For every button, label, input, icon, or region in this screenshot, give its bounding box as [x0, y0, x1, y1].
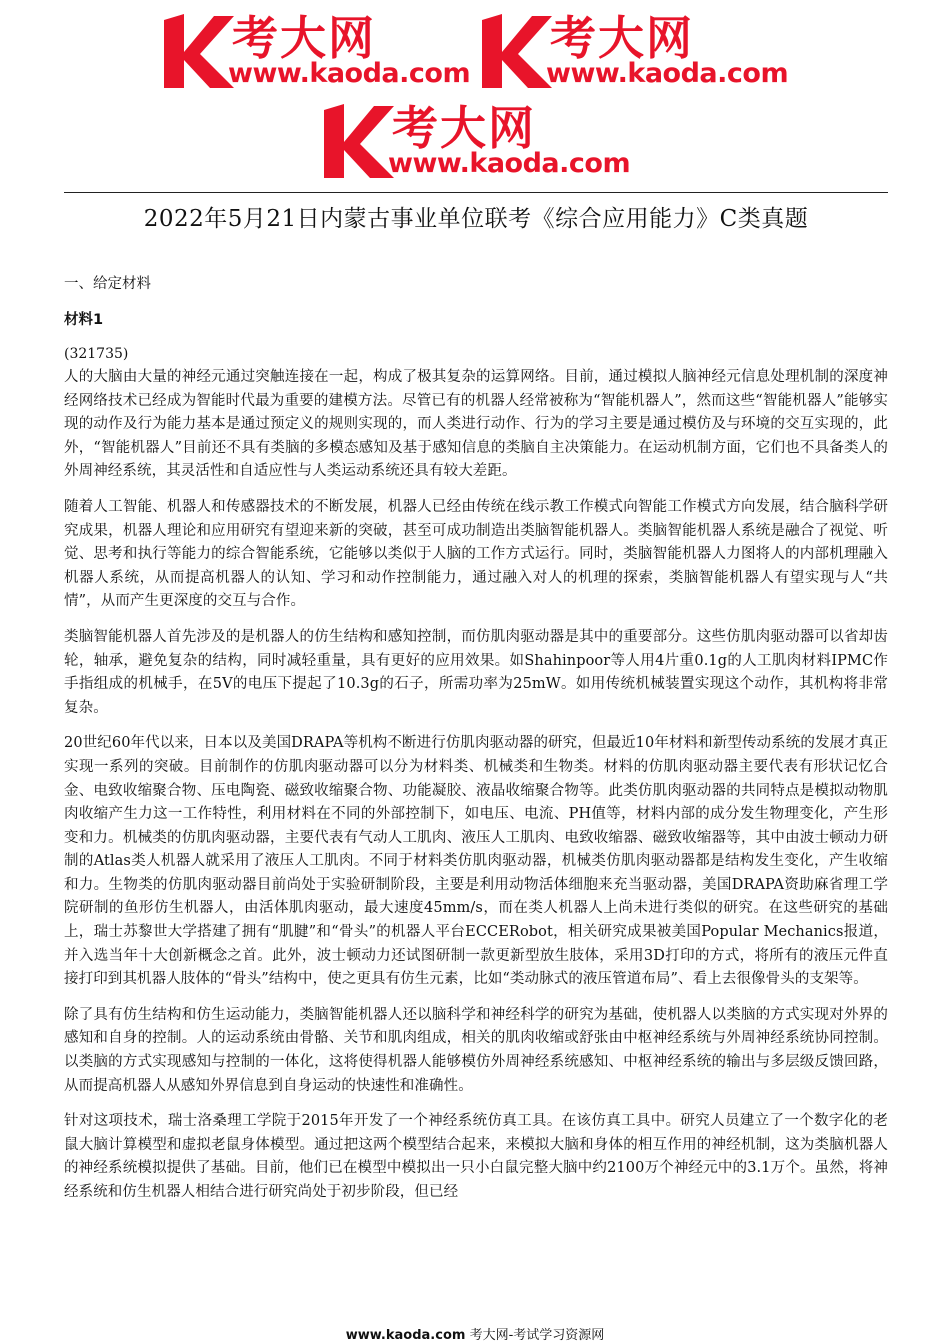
paragraph: 随着人工智能、机器人和传感器技术的不断发展，机器人已经由传统在线示教工作模式向智能工作模式方向发展，结合脑科学研究成果，机器人理论和应用研究有望迎来新的突破，甚至可成功制造出类脑智能机器人。类脑智能机器人系统是融合了视觉、听觉、思考和执行等能力的综合智能系统，它能够以类似于人脑的工作方式运行。同时，类脑智能机器人力图将人的内部机理融入机器人系统，从而提高机器人的认知、学习和动作控制能力，通过融入对人的机理的探索，类脑智能机器人有望实现与人“共情”，从而产生更深度的交互与合作。 — [64, 498, 888, 610]
logo-url-text: www.kaoda.com — [228, 58, 471, 89]
k-logo-icon — [162, 12, 236, 90]
paragraph: 针对这项技术，瑞士洛桑理工学院于2015年开发了一个神经系统仿真工具。在该仿真工具中。研究人员建立了一个数字化的老鼠大脑计算模型和虚拟老鼠身体模型。通过把这两个模型结合起来，来模拟大脑和身体的相互作用的神经机制，这为类脑机器人的神经系统模拟提供了基础。目前，他们已在模型中模拟出一只小白鼠完整大脑中约2100万个神经元中的3.1万个。虽然，将神经系统和仿生机器人相结合进行研究尚处于初步阶段，但已经 — [64, 1113, 888, 1200]
logo-url-text: www.kaoda.com — [388, 148, 631, 179]
material-label: 材料1 — [64, 312, 104, 328]
logo-brand-text: 考大网 — [550, 11, 694, 65]
page-footer — [0, 1324, 950, 1343]
page-title: 2022年5月21日内蒙古事业单位联考《综合应用能力》C类真题 — [143, 206, 809, 232]
logo-brand-text: 考大网 — [392, 101, 536, 155]
paragraph: 人的大脑由大量的神经元通过突触连接在一起，构成了极其复杂的运算网络。目前，通过模拟人脑神经元信息处理机制的深度神经网络技术已经成为智能时代最为重要的建模方法。尽管已有的机器人经常被称为“智能机器人”，然而这些“智能机器人”能够实现的动作及行为能力基本是通过预定义的规则实现的，而人类进行动作、行为的学习主要是通过模仿及与环境的交互实现的，此外，“智能机器人”目前还不具有类脑的多模态感知及基于感知信息的类脑自主决策能力。在运动机制方面，它们也不具备类人的外周神经系统，其灵活性和自适应性与人类运动系统还具有较大差距。 — [64, 369, 888, 480]
logo-top-left — [162, 8, 482, 96]
logo-url-text: www.kaoda.com — [546, 58, 789, 89]
paragraph: 20世纪60年代以来，日本以及美国DRAPA等机构不断进行仿肌肉驱动器的研究，但最近10年材料和新型传动系统的发展才真正实现一系列的突破。目前制作的仿肌肉驱动器可以分为材料类、机械类和生物类。材料的仿肌肉驱动器主要代表有形状记忆合金、电致收缩聚合物、压电陶瓷、磁致收缩聚合物、功能凝胶、液晶收缩聚合物等。此类仿肌肉驱动器的共同特点是模拟动物肌肉收缩产生力这一工作特性，利用材料在不同的外部控制下，如电压、电流、PH值等，材料内部的成分发生物理变化，产生形变和力。机械类的仿肌肉驱动器，主要代表有气动人工肌肉、液压人工肌肉、电致收缩器、磁致收缩器等，其中由波士顿动力研制的Atlas类人机器人就采用了液压人工肌肉。不同于材料类仿肌肉驱动器，机械类仿肌肉驱动器都是结构发生变化，产生收缩和力。生物类的仿肌肉驱动器目前尚处于实验研制阶段，主要是利用动物活体细胞来充当驱动器，美国DRAPA资助麻省理工学院研制的鱼形仿生机器人，由活体肌肉驱动，最大速度45mm/s，而在类人机器人上尚未进行类似的研究。在这些研究的基础上，瑞士苏黎世大学搭建了拥有“肌腱”和“骨头”的机器人平台ECCERobot，相关研究成果被美国Popular Mechanics报道，并入选当年十大创新概念之首。此外，波士顿动力还试图研制一款更新型放生肢体，采用3D打印的方式，将所有的液压元件直接打印到其机器人肢体的“骨头”结构中，使之更具有仿生元素，比如“类动脉式的液压管道布局”、看上去很像骨头的支架等。 — [64, 735, 888, 988]
document-body — [64, 272, 888, 1217]
section-heading: 一、给定材料 — [64, 276, 151, 292]
k-logo-icon — [480, 12, 554, 90]
logo-brand-text: 考大网 — [232, 11, 376, 65]
footer-text: 考大网-考试学习资源网 — [469, 1328, 605, 1343]
k-logo-icon — [322, 102, 396, 180]
paragraph: 除了具有仿生结构和仿生运动能力，类脑智能机器人还以脑科学和神经科学的研究为基础，使机器人以类脑的方式实现对外界的感知和自身的控制。人的运动系统由骨骼、关节和肌肉组成，相关的肌肉收缩或舒张由中枢神经系统与外周神经系统协同控制。以类脑的方式实现感知与控制的一体化，这将使得机器人能够模仿外周神经系统感知、中枢神经系统的输出与多层级反馈回路，从而提高机器人从感知外界信息到自身运动的快速性和准确性。 — [64, 1006, 888, 1094]
logo-top-right — [480, 8, 800, 96]
material-code: (321735) — [64, 346, 129, 362]
logo-middle — [322, 98, 642, 186]
paragraph: 类脑智能机器人首先涉及的是机器人的仿生结构和感知控制，而仿肌肉驱动器是其中的重要部分。这些仿肌肉驱动器可以省却齿轮，轴承，避免复杂的结构，同时减轻重量，具有更好的应用效果。如Shahinpoor等人用4片重0.1g的人工肌肉材料IPMC作手指组成的机械手，在5V的电压下提起了10.3g的石子，所需功率为25mW。如用传统机械装置实现这个动作，其机构将非常复杂。 — [64, 628, 888, 716]
footer-url[interactable]: www.kaoda.com — [345, 1328, 466, 1343]
header-divider — [64, 192, 888, 193]
